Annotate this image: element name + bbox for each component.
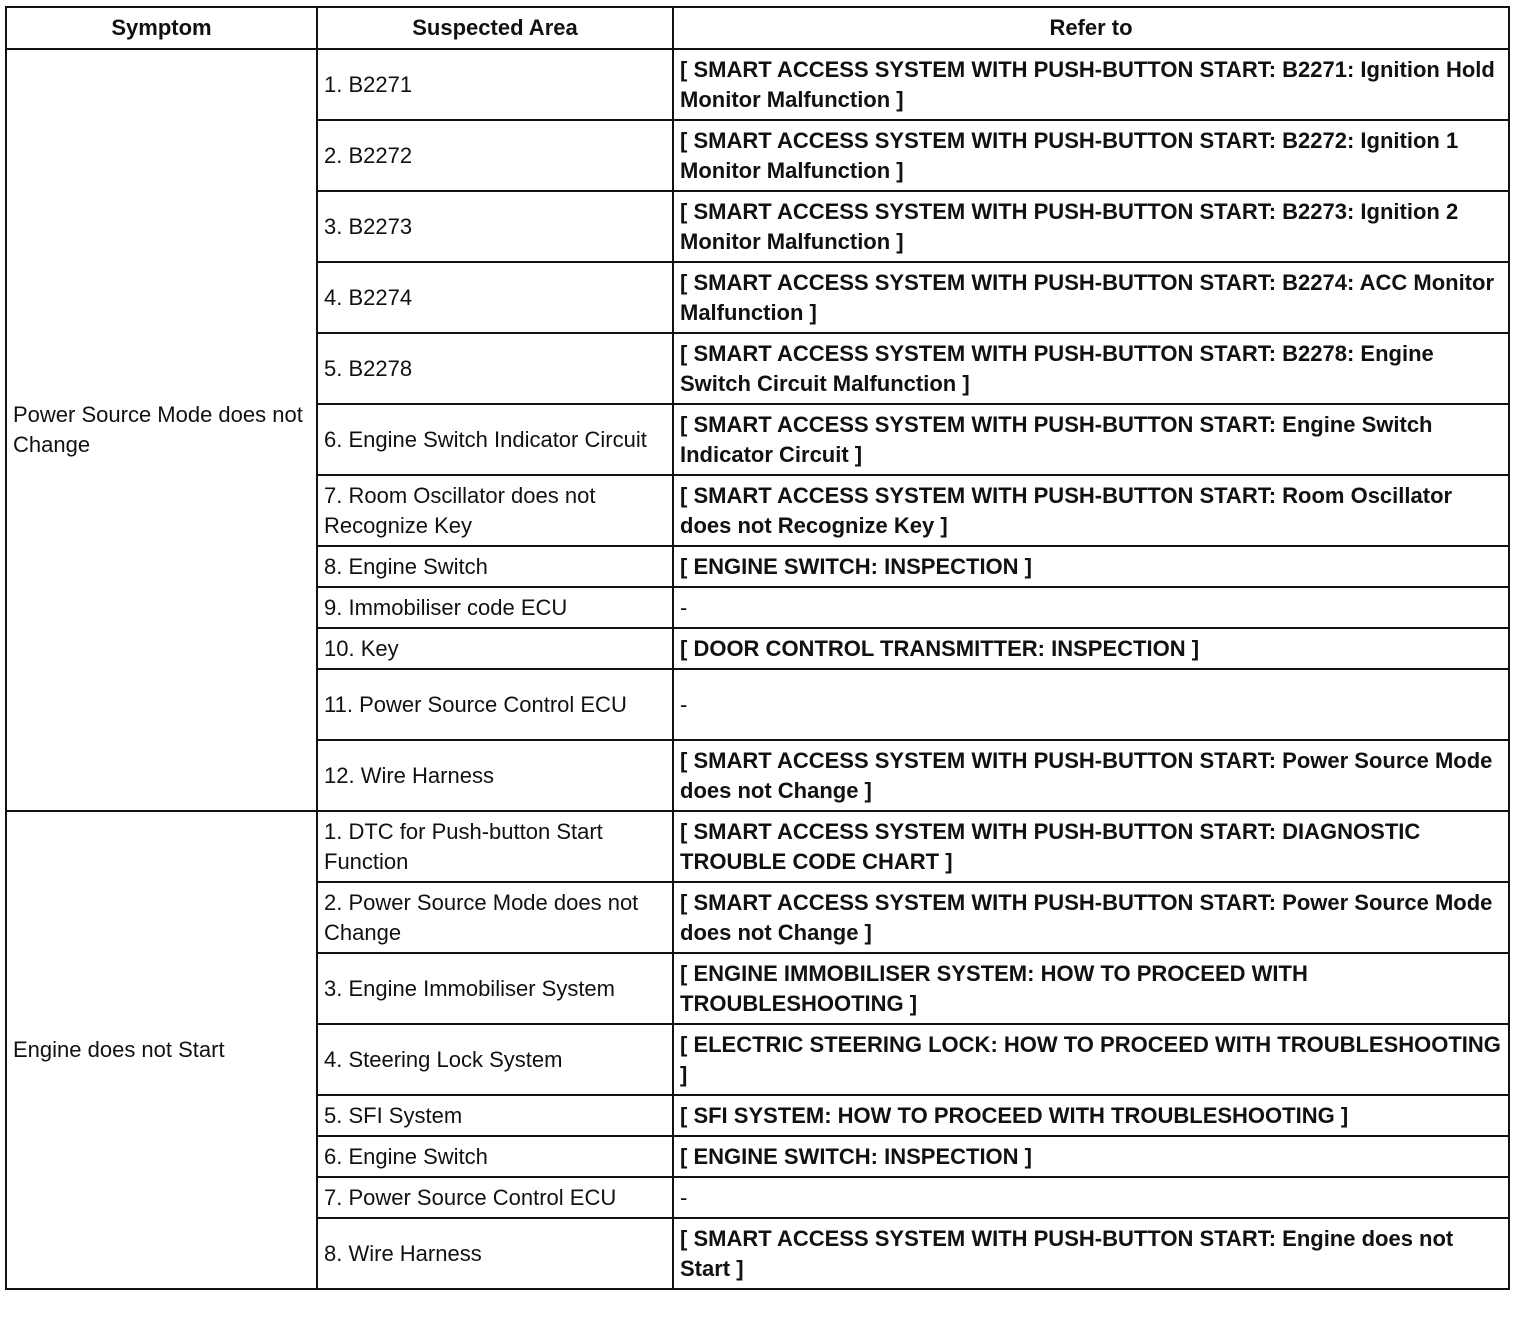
area-cell: 5. SFI System (317, 1095, 673, 1136)
refer-link[interactable]: [ SMART ACCESS SYSTEM WITH PUSH-BUTTON START: B2278: Engine Switch Circuit Malfunction ] (673, 333, 1509, 404)
refer-link[interactable]: [ SMART ACCESS SYSTEM WITH PUSH-BUTTON START: B2271: Ignition Hold Monitor Malfunction ] (673, 49, 1509, 120)
area-cell: 4. Steering Lock System (317, 1024, 673, 1095)
area-cell: 5. B2278 (317, 333, 673, 404)
area-cell: 6. Engine Switch Indicator Circuit (317, 404, 673, 475)
area-cell: 3. Engine Immobiliser System (317, 953, 673, 1024)
refer-cell: - (673, 587, 1509, 628)
area-cell: 8. Wire Harness (317, 1218, 673, 1289)
area-cell: 12. Wire Harness (317, 740, 673, 811)
symptom-cell: Power Source Mode does not Change (6, 49, 317, 811)
area-cell: 1. DTC for Push-button Start Function (317, 811, 673, 882)
refer-link[interactable]: [ SMART ACCESS SYSTEM WITH PUSH-BUTTON START: Power Source Mode does not Change ] (673, 740, 1509, 811)
table-row (6, 49, 1509, 120)
area-cell: 4. B2274 (317, 262, 673, 333)
area-cell: 7. Room Oscillator does not Recognize Key (317, 475, 673, 546)
refer-cell: - (673, 1177, 1509, 1218)
area-cell: 3. B2273 (317, 191, 673, 262)
refer-link[interactable]: [ SFI SYSTEM: HOW TO PROCEED WITH TROUBLESHOOTING ] (673, 1095, 1509, 1136)
area-cell: 6. Engine Switch (317, 1136, 673, 1177)
refer-link[interactable]: [ SMART ACCESS SYSTEM WITH PUSH-BUTTON START: Engine does not Start ] (673, 1218, 1509, 1289)
header-suspected-area: Suspected Area (317, 7, 673, 49)
refer-link[interactable]: [ ELECTRIC STEERING LOCK: HOW TO PROCEED WITH TROUBLESHOOTING ] (673, 1024, 1509, 1095)
refer-link[interactable]: [ ENGINE SWITCH: INSPECTION ] (673, 1136, 1509, 1177)
area-cell: 2. B2272 (317, 120, 673, 191)
refer-link[interactable]: [ DOOR CONTROL TRANSMITTER: INSPECTION ] (673, 628, 1509, 669)
refer-link[interactable]: [ ENGINE IMMOBILISER SYSTEM: HOW TO PROCEED WITH TROUBLESHOOTING ] (673, 953, 1509, 1024)
refer-link[interactable]: [ SMART ACCESS SYSTEM WITH PUSH-BUTTON START: Room Oscillator does not Recognize Key ] (673, 475, 1509, 546)
area-cell: 11. Power Source Control ECU (317, 669, 673, 740)
refer-cell: - (673, 669, 1509, 740)
refer-link[interactable]: [ SMART ACCESS SYSTEM WITH PUSH-BUTTON START: B2272: Ignition 1 Monitor Malfunction ] (673, 120, 1509, 191)
area-cell: 7. Power Source Control ECU (317, 1177, 673, 1218)
area-cell: 8. Engine Switch (317, 546, 673, 587)
header-symptom: Symptom (6, 7, 317, 49)
header-refer-to: Refer to (673, 7, 1509, 49)
refer-link[interactable]: [ SMART ACCESS SYSTEM WITH PUSH-BUTTON START: DIAGNOSTIC TROUBLE CODE CHART ] (673, 811, 1509, 882)
area-cell: 2. Power Source Mode does not Change (317, 882, 673, 953)
refer-link[interactable]: [ SMART ACCESS SYSTEM WITH PUSH-BUTTON START: B2273: Ignition 2 Monitor Malfunction ] (673, 191, 1509, 262)
area-cell: 1. B2271 (317, 49, 673, 120)
refer-link[interactable]: [ ENGINE SWITCH: INSPECTION ] (673, 546, 1509, 587)
area-cell: 9. Immobiliser code ECU (317, 587, 673, 628)
refer-link[interactable]: [ SMART ACCESS SYSTEM WITH PUSH-BUTTON START: B2274: ACC Monitor Malfunction ] (673, 262, 1509, 333)
refer-link[interactable]: [ SMART ACCESS SYSTEM WITH PUSH-BUTTON START: Engine Switch Indicator Circuit ] (673, 404, 1509, 475)
refer-link[interactable]: [ SMART ACCESS SYSTEM WITH PUSH-BUTTON START: Power Source Mode does not Change ] (673, 882, 1509, 953)
troubleshooting-table (5, 6, 1510, 1290)
area-cell: 10. Key (317, 628, 673, 669)
symptom-cell: Engine does not Start (6, 811, 317, 1289)
table-row (6, 811, 1509, 882)
